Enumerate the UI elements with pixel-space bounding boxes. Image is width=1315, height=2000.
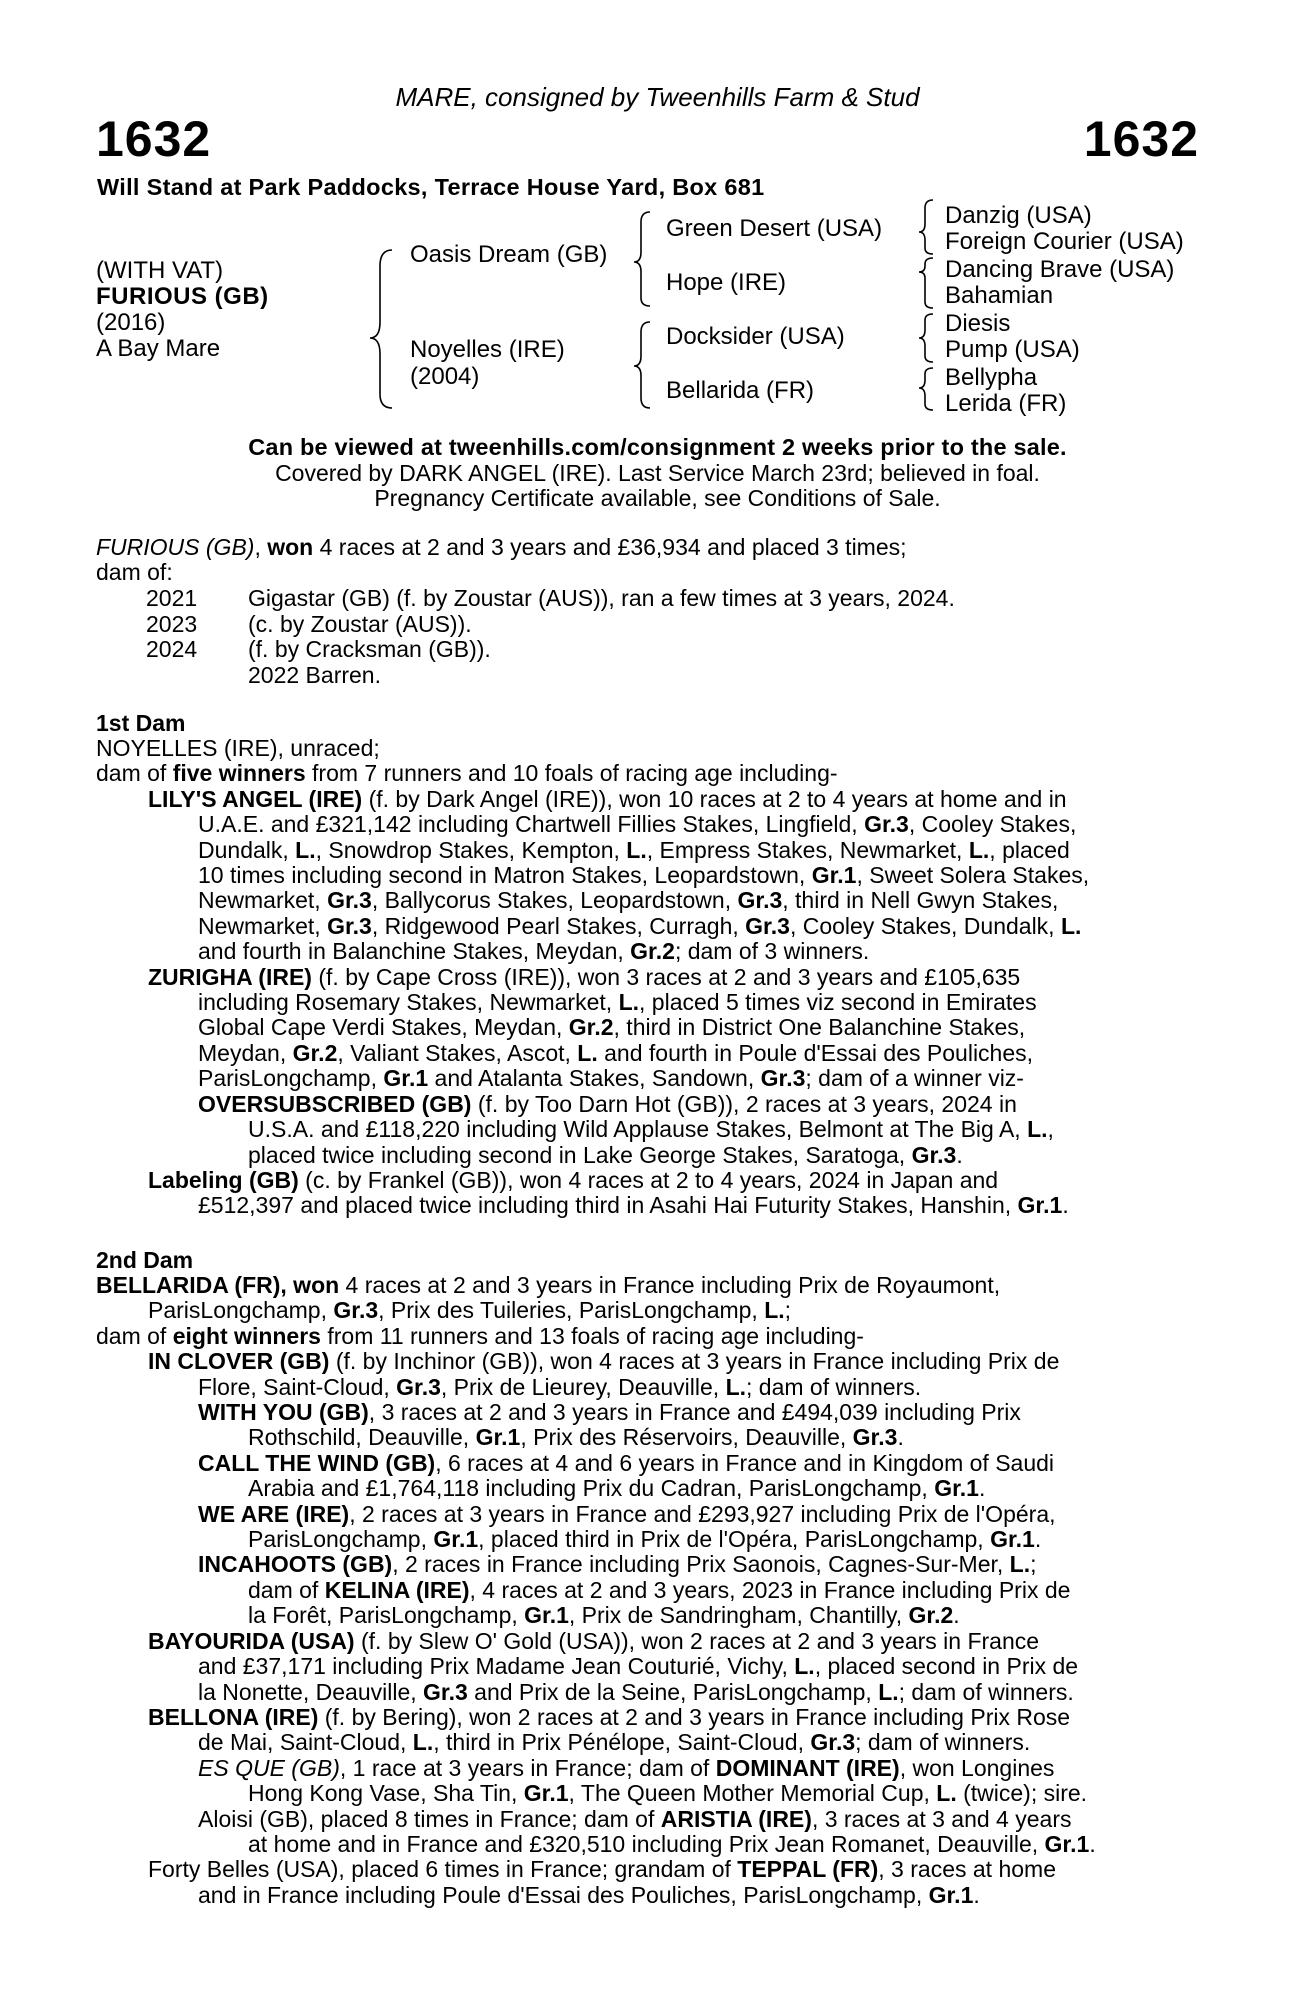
- pedigree-text-line: OVERSUBSCRIBED (GB) (f. by Too Darn Hot (GB)), 2 races at 3 years, 2024 in: [198, 1090, 1017, 1117]
- sire-dam: Hope (IRE): [666, 269, 787, 296]
- second-dam-heading: 2nd Dam: [96, 1247, 194, 1273]
- pedigree-text-line: including Rosemary Stakes, Newmarket, L., placed 5 times viz second in Emirates: [198, 989, 1037, 1016]
- pedigree-text-line: and £37,171 including Prix Madame Jean Couturié, Vichy, L., placed second in Prix de: [198, 1653, 1079, 1680]
- produce-year: 2023: [146, 610, 198, 637]
- ggp-3: Dancing Brave (USA): [945, 256, 1175, 283]
- pedigree-text-line: WE ARE (IRE), 2 races at 3 years in France and £293,927 including Prix de l'Opéra,: [198, 1500, 1056, 1527]
- pedigree-text-line: £512,397 and placed twice including third in Asahi Hai Futurity Stakes, Hanshin, Gr.1.: [198, 1192, 1069, 1219]
- pedigree-text-line: BELLARIDA (FR), won 4 races at 2 and 3 years in France including Prix de Royaumont,: [96, 1272, 1001, 1298]
- ggp-5: Diesis: [945, 310, 1011, 337]
- ggp-2: Foreign Courier (USA): [945, 228, 1184, 255]
- dam-year: (2004): [410, 363, 480, 390]
- pedigree-text-line: Newmarket, Gr.3, Ballycorus Stakes, Leopardstown, Gr.3, third in Nell Gwyn Stakes,: [198, 887, 1059, 914]
- ggp-8: Lerida (FR): [945, 390, 1067, 417]
- ggp-6: Pump (USA): [945, 336, 1080, 363]
- second-dam-body: [96, 1273, 1096, 1908]
- produce-entry: 2022 Barren.: [248, 661, 381, 688]
- dam-of-label: dam of:: [96, 559, 173, 585]
- horse-year: (2016): [96, 309, 166, 336]
- dam-sire: Docksider (USA): [666, 323, 845, 350]
- pedigree-text-line: Newmarket, Gr.3, Ridgewood Pearl Stakes, Curragh, Gr.3, Cooley Stakes, Dundalk, L.: [198, 912, 1082, 939]
- ggp-7: Bellypha: [945, 364, 1038, 391]
- stand-location: Will Stand at Park Paddocks, Terrace House Yard, Box 681: [97, 174, 765, 200]
- pedigree-text-line: la Nonette, Deauville, Gr.3 and Prix de la Seine, ParisLongchamp, L.; dam of winners.: [198, 1678, 1074, 1705]
- pedigree-text-line: Forty Belles (USA), placed 6 times in France; grandam of TEPPAL (FR), 3 races at home: [148, 1856, 1056, 1883]
- pedigree-text-line: dam of five winners from 7 runners and 10 foals of racing age including-: [96, 760, 838, 787]
- lot-number-left: 1632: [96, 111, 212, 167]
- vat-note: (WITH VAT): [96, 257, 224, 284]
- dam-dam: Bellarida (FR): [666, 377, 815, 404]
- pedigree-text-line: ParisLongchamp, Gr.1, placed third in Prix de l'Opéra, ParisLongchamp, Gr.1.: [248, 1526, 1042, 1553]
- pedigree-text-line: ZURIGHA (IRE) (f. by Cape Cross (IRE)), won 3 races at 2 and 3 years and £105,635: [148, 963, 1021, 990]
- pedigree-text-line: Meydan, Gr.2, Valiant Stakes, Ascot, L. and fourth in Poule d'Essai des Pouliches,: [198, 1039, 1034, 1066]
- first-dam-body: [96, 736, 1089, 1219]
- pedigree-text-line: Rothschild, Deauville, Gr.1, Prix des Réservoirs, Deauville, Gr.3.: [248, 1424, 904, 1451]
- pedigree-text-line: placed twice including second in Lake George Stakes, Saratoga, Gr.3.: [248, 1141, 963, 1168]
- produce-entry: Gigastar (GB) (f. by Zoustar (AUS)), ran a few times at 3 years, 2024.: [248, 585, 955, 611]
- pedigree-text-line: U.A.E. and £321,142 including Chartwell Fillies Stakes, Lingfield, Gr.3, Cooley Stakes,: [198, 811, 1077, 838]
- sire: Oasis Dream (GB): [410, 241, 608, 268]
- pedigree-text-line: la Forêt, ParisLongchamp, Gr.1, Prix de Sandringham, Chantilly, Gr.2.: [248, 1602, 960, 1629]
- produce-entry: (c. by Zoustar (AUS)).: [248, 610, 472, 637]
- first-dam-heading: 1st Dam: [96, 710, 186, 736]
- pedigree-text-line: U.S.A. and £118,220 including Wild Applause Stakes, Belmont at The Big A, L.,: [248, 1116, 1054, 1143]
- horse-name: FURIOUS (GB): [96, 283, 269, 310]
- pedigree-text-line: LILY'S ANGEL (IRE) (f. by Dark Angel (IRE)), won 10 races at 2 to 4 years at home and in: [148, 785, 1067, 812]
- pedigree-braces: [0, 0, 1315, 430]
- pedigree-text-line: ParisLongchamp, Gr.3, Prix des Tuileries, ParisLongchamp, L.;: [148, 1297, 792, 1324]
- pedigree-text-line: NOYELLES (IRE), unraced;: [96, 735, 380, 761]
- pedigree-text-line: and fourth in Balanchine Stakes, Meydan, Gr.2; dam of 3 winners.: [198, 938, 870, 965]
- pedigree-text-line: BAYOURIDA (USA) (f. by Slew O' Gold (USA)), won 2 races at 2 and 3 years in France: [148, 1627, 1040, 1654]
- pedigree-text-line: INCAHOOTS (GB), 2 races in France including Prix Saonois, Cagnes-Sur-Mer, L.;: [198, 1551, 1037, 1578]
- pedigree-text-line: Aloisi (GB), placed 8 times in France; dam of ARISTIA (IRE), 3 races at 3 and 4 years: [198, 1805, 1072, 1832]
- pedigree-text-line: ParisLongchamp, Gr.1 and Atalanta Stakes, Sandown, Gr.3; dam of a winner viz-: [198, 1065, 1024, 1092]
- sire-sire: Green Desert (USA): [666, 215, 883, 242]
- pedigree-text-line: BELLONA (IRE) (f. by Bering), won 2 races at 2 and 3 years in France including Prix Rose: [148, 1703, 1071, 1730]
- pedigree-text-line: and in France including Poule d'Essai des Pouliches, ParisLongchamp, Gr.1.: [198, 1881, 980, 1908]
- pedigree-text-line: dam of eight winners from 11 runners and 13 foals of racing age including-: [96, 1322, 864, 1349]
- lot-number-right: 1632: [1083, 111, 1199, 167]
- ggp-4: Bahamian: [945, 282, 1054, 309]
- produce-entry: (f. by Cracksman (GB)).: [248, 636, 491, 662]
- covered-note: Covered by DARK ANGEL (IRE). Last Service March 23rd; believed in foal.: [275, 460, 1040, 486]
- record-summary: 4 races at 2 and 3 years and £36,934 and placed 3 times;: [319, 534, 907, 560]
- pedigree-text-line: Arabia and £1,764,118 including Prix du Cadran, ParisLongchamp, Gr.1.: [248, 1475, 986, 1502]
- pedigree-text-line: Labeling (GB) (c. by Frankel (GB)), won 4 races at 2 to 4 years, 2024 in Japan and: [148, 1166, 999, 1193]
- pedigree-text-line: dam of KELINA (IRE), 4 races at 2 and 3 years, 2023 in France including Prix de: [248, 1576, 1071, 1603]
- pregnancy-note: Pregnancy Certificate available, see Conditions of Sale.: [374, 485, 941, 511]
- pedigree-text-line: CALL THE WIND (GB), 6 races at 4 and 6 years in France and in Kingdom of Saudi: [198, 1449, 1055, 1476]
- pedigree-text-line: de Mai, Saint-Cloud, L., third in Prix Pénélope, Saint-Cloud, Gr.3; dam of winners.: [198, 1729, 1031, 1756]
- record-horse-name: FURIOUS (GB): [96, 534, 255, 560]
- consignment-line: MARE, consigned by Tweenhills Farm & Stud: [395, 82, 920, 112]
- pedigree-text-line: Dundalk, L., Snowdrop Stakes, Kempton, L., Empress Stakes, Newmarket, L., placed: [198, 836, 1070, 863]
- ggp-1: Danzig (USA): [945, 202, 1092, 229]
- dam: Noyelles (IRE): [410, 336, 565, 363]
- viewing-note: Can be viewed at tweenhills.com/consignment 2 weeks prior to the sale.: [248, 434, 1067, 460]
- pedigree-text-line: ES QUE (GB), 1 race at 3 years in France; dam of DOMINANT (IRE), won Longines: [198, 1754, 1055, 1781]
- record-won: won: [267, 534, 314, 560]
- pedigree-text-line: Hong Kong Vase, Sha Tin, Gr.1, The Queen Mother Memorial Cup, L. (twice); sire.: [248, 1780, 1088, 1807]
- pedigree-text-line: WITH YOU (GB), 3 races at 2 and 3 years in France and £494,039 including Prix: [198, 1399, 1021, 1426]
- pedigree-text-line: IN CLOVER (GB) (f. by Inchinor (GB)), won 4 races at 3 years in France including Prix de: [148, 1348, 1060, 1375]
- produce-year: 2024: [146, 636, 198, 662]
- produce-year: 2021: [146, 585, 198, 611]
- pedigree-text-line: Global Cape Verdi Stakes, Meydan, Gr.2, third in District One Balanchine Stakes,: [198, 1014, 1026, 1041]
- horse-description: A Bay Mare: [96, 335, 221, 362]
- pedigree-text-line: Flore, Saint-Cloud, Gr.3, Prix de Lieurey, Deauville, L.; dam of winners.: [198, 1373, 922, 1400]
- pedigree-text-line: at home and in France and £320,510 including Prix Jean Romanet, Deauville, Gr.1.: [248, 1830, 1096, 1857]
- record-line: FURIOUS (GB), won 4 races at 2 and 3 years and £36,934 and placed 3 times;: [96, 534, 907, 560]
- pedigree-text-line: 10 times including second in Matron Stakes, Leopardstown, Gr.1, Sweet Solera Stakes,: [198, 862, 1090, 889]
